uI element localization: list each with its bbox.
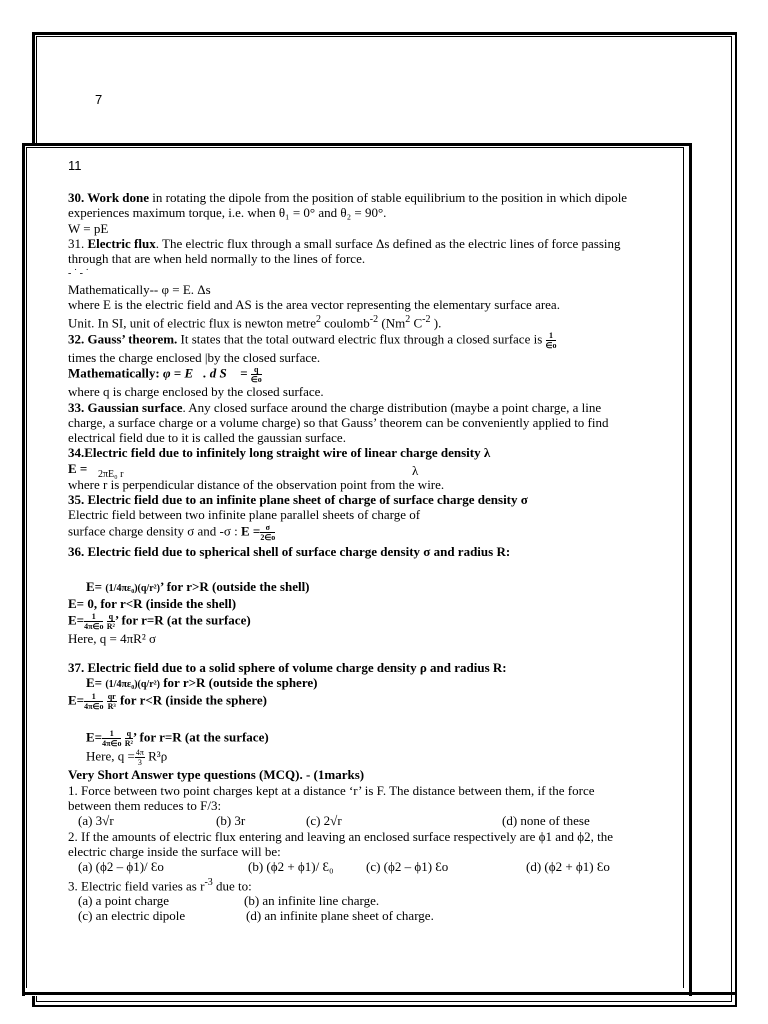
q31-text: . The electric flux through a small surface Δs defined as the electric lines of force passing through that are when held normally to the lines of force. (68, 235, 621, 267)
mcq-q3-text-b: due to: (212, 877, 252, 893)
mcq-q3-option-c: (c) an electric dipole (78, 908, 186, 924)
q36-line2 (68, 596, 638, 611)
q32-math-fraction (251, 365, 262, 384)
mcq-q2-option-d: (d) (ϕ2 + ϕ1) Ɛo (526, 859, 610, 875)
mcq-q1-options (68, 813, 638, 828)
q32-frac-den: ∈o (545, 341, 557, 350)
q30-text: in rotating the dipole from the position of stable equilibrium to the position in which dipole experiences maximum torque, i.e. when θ₁ = 0° and θ₂ = 90°. (68, 190, 628, 221)
q31-paragraph (68, 236, 638, 267)
q31-unit-e: ). (430, 315, 442, 331)
q31-unit-sup4: -2 (422, 314, 431, 326)
mcq-q3-option-b: (b) an infinite line charge. (244, 893, 380, 909)
q37-line2 (68, 692, 638, 711)
q35-heading-text: 35. Electric field due to an infinite plane sheet of charge of surface charge density σ (68, 492, 528, 508)
spacer (68, 711, 638, 729)
q30-heading: 30. Work done (68, 190, 150, 205)
q34-denominator: 2πE₀ r (98, 468, 124, 480)
q37-l4a: Here, q = (86, 748, 135, 764)
q32-paragraph (68, 331, 638, 350)
q36-heading (68, 544, 638, 559)
q31-marks: - ˙ - ˙ (68, 268, 89, 280)
mcq-q2-options (68, 859, 638, 874)
q37-line4 (68, 748, 638, 767)
q37-heading (68, 660, 638, 675)
mcq-q3-option-a: (a) a point charge (78, 893, 170, 909)
q34-eq-label: E = (68, 460, 88, 476)
q37-l1c: for r>R (outside the sphere) (159, 675, 318, 691)
q37-line3 (68, 729, 638, 748)
q35-fraction (260, 523, 275, 542)
q30-paragraph (68, 190, 638, 221)
q37-frac4 (125, 729, 133, 748)
q34-heading (68, 445, 638, 460)
q36-frac1 (84, 612, 103, 631)
q31-lead: 31. (68, 235, 88, 251)
q37-frac3-num: 1 (102, 729, 121, 739)
q36-frac2 (107, 612, 115, 631)
q35-den: 2∈o (260, 532, 276, 542)
q31-unit-a: Unit. In SI, unit of electric flux is newton metre (68, 315, 317, 331)
q35-num: σ (260, 523, 275, 533)
q37-line1 (68, 675, 638, 692)
q37-frac2-num: qr (107, 692, 116, 702)
q37-frac4-num: q (126, 729, 132, 739)
back-page-number: 7 (95, 92, 103, 107)
q37-heading-text: 37. Electric field due to a solid sphere of volume charge density ρ and radius R: (68, 659, 507, 675)
mcq-q1-option-b: (b) 3r (216, 813, 246, 829)
q31-unit (68, 312, 638, 331)
q32-heading: 32. Gauss’ theorem. (68, 331, 178, 347)
mcq-q3-text-a: 3. Electric field varies as r (68, 877, 205, 893)
q33-paragraph (68, 400, 638, 431)
q36-frac2-num: q (108, 611, 114, 621)
q31-unit-b: coulomb (321, 315, 370, 331)
q35-line2-text: surface charge density σ and -σ : (68, 523, 241, 539)
q36-l2: E= 0, for r<R (inside the shell) (68, 596, 237, 612)
q31-unit-d: C (410, 315, 423, 331)
q31-unit-sup3: 2 (405, 314, 411, 326)
q32-math-label: Mathematically: (68, 365, 160, 381)
q37-l2b: for r<R (inside the sphere) (116, 692, 267, 708)
q36-heading-text: 36. Electric field due to spherical shell of surface charge density σ and radius R: (68, 543, 511, 559)
mcq-q3-options-row2 (68, 908, 638, 923)
q32-math-expr: φ = E⃗. d S⃗ = (162, 365, 248, 381)
q36-l3a: E= (68, 612, 85, 628)
mcq-q3-text (68, 875, 638, 894)
q32-text: It states that the total outward electric flux through a closed surface is (177, 331, 543, 347)
q35-heading (68, 492, 638, 507)
front-page-number: 11 (68, 158, 82, 173)
q37-frac1-den: 4π∈o (84, 702, 104, 712)
q32-math-den: ∈o (250, 375, 262, 385)
spacer (68, 646, 638, 660)
q34-eq (68, 460, 638, 480)
mcq-q1-text: 1. Force between two point charges kept at a distance ‘r’ is F. The distance between them, if the force between them reduces to F/3: (68, 782, 595, 814)
q36-l1c: ’ for r>R (outside the shell) (159, 578, 310, 594)
q32-math (68, 365, 638, 384)
q34-lambda: λ (412, 462, 419, 478)
q31-unit-sup1: 2 (316, 314, 322, 326)
q32-math-num: q (251, 365, 262, 375)
mcq-q2-option-b: (b) (ϕ2 + ϕ1)/ Ɛ₀ (248, 859, 334, 875)
mcq-q3-sup: -3 (204, 876, 213, 888)
q36-line3 (68, 612, 638, 631)
q31-unit-c: (Nm (378, 315, 406, 331)
mcq-q1-option-c: (c) 2√r (306, 813, 342, 829)
q37-frac4-den: R² (124, 739, 133, 749)
q36-line4: Here, q = 4πR² σ (68, 630, 156, 646)
bottom-border-line (22, 992, 736, 995)
q36-frac1-num: 1 (84, 612, 103, 622)
q30-formula: W = pE (68, 220, 109, 236)
q37-l4b: R³ρ (144, 748, 168, 764)
q37-frac3-den: 4π∈o (102, 739, 122, 749)
q32-where: where q is charge enclosed by the closed surface. (68, 384, 324, 400)
q34-heading-text: 34.Electric field due to infinitely long straight wire of linear charge density λ (68, 445, 491, 461)
mcq-q1-option-a: (a) 3√r (78, 813, 114, 829)
q37-frac1 (84, 692, 103, 711)
q33-text2: electrical field due to it is called the gaussian surface. (68, 430, 346, 446)
q36-line1 (68, 579, 638, 596)
q37-frac2 (107, 692, 117, 711)
q37-l1b: (1/4πε₀)(q/r²) (105, 679, 160, 691)
q31-unit-sup2: -2 (369, 314, 379, 326)
mcq-q2-text: 2. If the amounts of electric flux entering and leaving an enclosed surface respectively are ϕ1 and ϕ2, the electric charge inside the surface will be: (68, 828, 614, 859)
q33-text: . Any closed surface around the charge distribution (maybe a point charge, a line charge, a surface charge or a volume charge) so that Gauss’ theorem can be conveniently applied to find (68, 399, 609, 430)
mcq-q1-option-d: (d) none of these (502, 813, 590, 829)
mcq-q2-option-c: (c) (ϕ2 – ϕ1) Ɛo (366, 859, 449, 875)
q37-frac2-den: R³ (107, 702, 116, 712)
q37-l3b: ’ for r=R (at the surface) (132, 729, 269, 745)
q36-l1a: E= (86, 578, 106, 594)
q37-frac5-den: 3 (137, 758, 142, 768)
q36-frac2-den: R² (106, 621, 115, 631)
q32-frac-num: 1 (546, 331, 557, 341)
mcq-heading-text: Very Short Answer type questions (MCQ). - (1marks) (68, 767, 365, 783)
q37-frac5 (135, 748, 145, 767)
q31-heading: Electric flux (87, 235, 156, 251)
q34-where: where r is perpendicular distance of the observation point from the wire. (68, 476, 445, 492)
spacer (68, 559, 638, 579)
q37-l3a: E= (86, 729, 103, 745)
q37-frac3 (102, 729, 121, 748)
q36-frac1-den: 4π∈o (84, 621, 104, 631)
q35-eq: E = (240, 523, 261, 539)
q31-math: Mathematically-- φ = E. Δs (68, 281, 211, 297)
q37-l1a: E= (86, 675, 106, 691)
q35-line1: Electric field between two infinite plane parallel sheets of charge of (68, 507, 421, 523)
q37-frac1-num: 1 (84, 692, 103, 702)
mcq-q2-option-a: (a) (ϕ2 – ϕ1)/ Ɛo (78, 859, 164, 875)
q32-text2: times the charge enclosed |by the closed surface. (68, 350, 321, 365)
page-content (68, 190, 638, 924)
q36-l1b: (1/4πε₀)(q/r²) (105, 582, 160, 594)
mcq-q3-options-row1 (68, 893, 638, 908)
mcq-heading (68, 767, 638, 782)
q37-l2a: E= (68, 692, 85, 708)
q37-frac5-num: 4π (135, 748, 144, 758)
q33-heading: 33. Gaussian surface (68, 399, 183, 415)
q31-where: where E is the electric field and AS is the area vector representing the elementary surface area. (68, 297, 560, 313)
q32-fraction (546, 331, 557, 350)
mcq-q3-option-d: (d) an infinite plane sheet of charge. (246, 908, 434, 924)
q35-line2 (68, 523, 638, 542)
q36-l3b: ’ for r=R (at the surface) (114, 612, 251, 628)
